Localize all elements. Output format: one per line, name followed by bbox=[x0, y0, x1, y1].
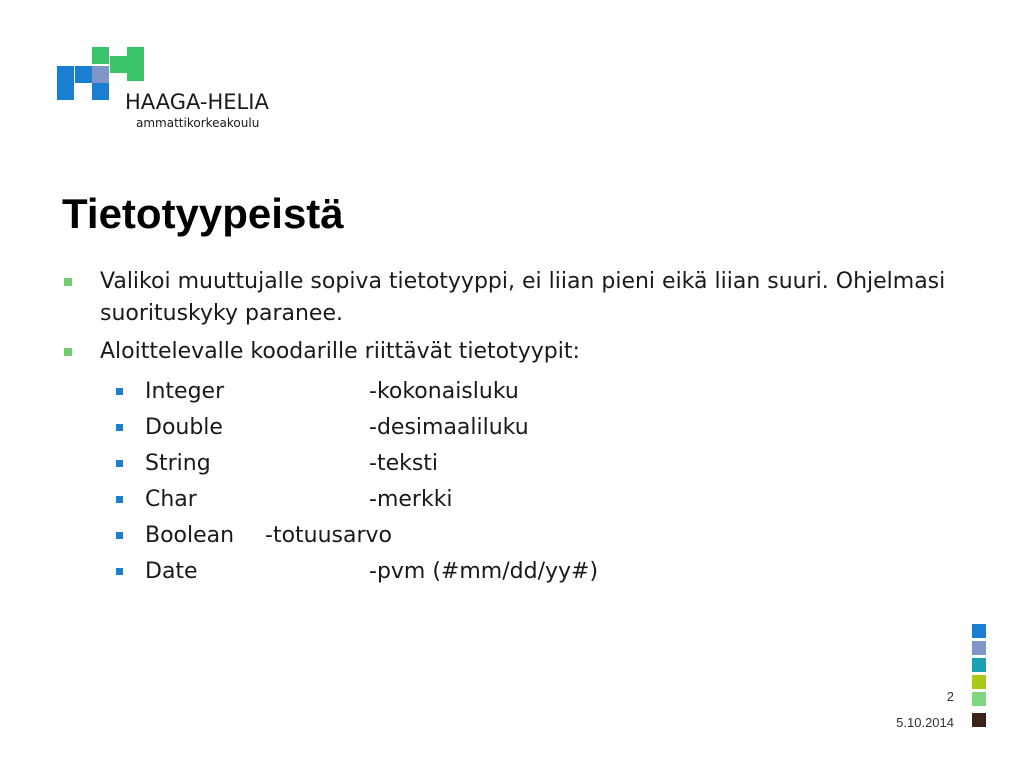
slide-title: Tietotyypeistä bbox=[62, 190, 344, 237]
square-bullet-icon bbox=[116, 460, 123, 467]
type-item bbox=[62, 518, 962, 554]
corner-square bbox=[972, 624, 986, 638]
haaga-helia-logo bbox=[0, 0, 300, 140]
square-bullet-icon bbox=[116, 496, 123, 503]
logo-square bbox=[57, 66, 74, 83]
slide-content bbox=[62, 266, 962, 590]
logo-square bbox=[57, 83, 74, 100]
type-description: -kokonaisluku bbox=[369, 379, 519, 404]
logo-name: HAAGA-HELIA bbox=[125, 90, 269, 114]
bullet-text: Valikoi muuttujalle sopiva tietotyyppi, ei liian pieni eikä liian suuri. Ohjelmasi suorituskyky paranee. bbox=[100, 269, 946, 326]
square-bullet-icon bbox=[64, 278, 72, 286]
corner-square bbox=[972, 675, 986, 689]
type-name: Char bbox=[145, 487, 197, 512]
type-name: Date bbox=[145, 559, 198, 584]
logo-square bbox=[110, 56, 127, 73]
corner-square bbox=[972, 641, 986, 655]
square-bullet-icon bbox=[64, 348, 72, 356]
logo-square bbox=[92, 47, 109, 64]
type-item bbox=[62, 482, 962, 518]
type-description: -pvm (#mm/dd/yy#) bbox=[369, 559, 599, 584]
type-name: String bbox=[145, 451, 211, 476]
slide-date: 5.10.2014 bbox=[896, 715, 954, 730]
logo-square bbox=[127, 64, 144, 81]
type-name: Boolean bbox=[145, 523, 235, 548]
bullet-item bbox=[62, 336, 962, 368]
logo-square bbox=[92, 66, 109, 83]
square-bullet-icon bbox=[116, 424, 123, 431]
type-description: -merkki bbox=[369, 487, 453, 512]
type-name: Integer bbox=[145, 379, 225, 404]
square-bullet-icon bbox=[116, 388, 123, 395]
type-description: -teksti bbox=[369, 451, 439, 476]
page-number: 2 bbox=[946, 689, 954, 704]
logo-square bbox=[75, 66, 92, 83]
type-name: Double bbox=[145, 415, 223, 440]
bullet-item bbox=[62, 266, 962, 330]
type-item bbox=[62, 554, 962, 590]
bullet-text: Aloittelevalle koodarille riittävät tietotyypit: bbox=[100, 339, 580, 364]
logo-square bbox=[92, 83, 109, 100]
type-item bbox=[62, 446, 962, 482]
corner-square bbox=[972, 658, 986, 672]
type-description: -totuusarvo bbox=[265, 523, 393, 548]
square-bullet-icon bbox=[116, 568, 123, 575]
logo-subtitle: ammattikorkeakoulu bbox=[136, 116, 260, 130]
type-item bbox=[62, 410, 962, 446]
corner-square bbox=[972, 692, 986, 706]
type-item bbox=[62, 374, 962, 410]
type-description: -desimaaliluku bbox=[369, 415, 529, 440]
square-bullet-icon bbox=[116, 532, 123, 539]
corner-square bbox=[972, 713, 986, 727]
logo-square bbox=[127, 47, 144, 64]
